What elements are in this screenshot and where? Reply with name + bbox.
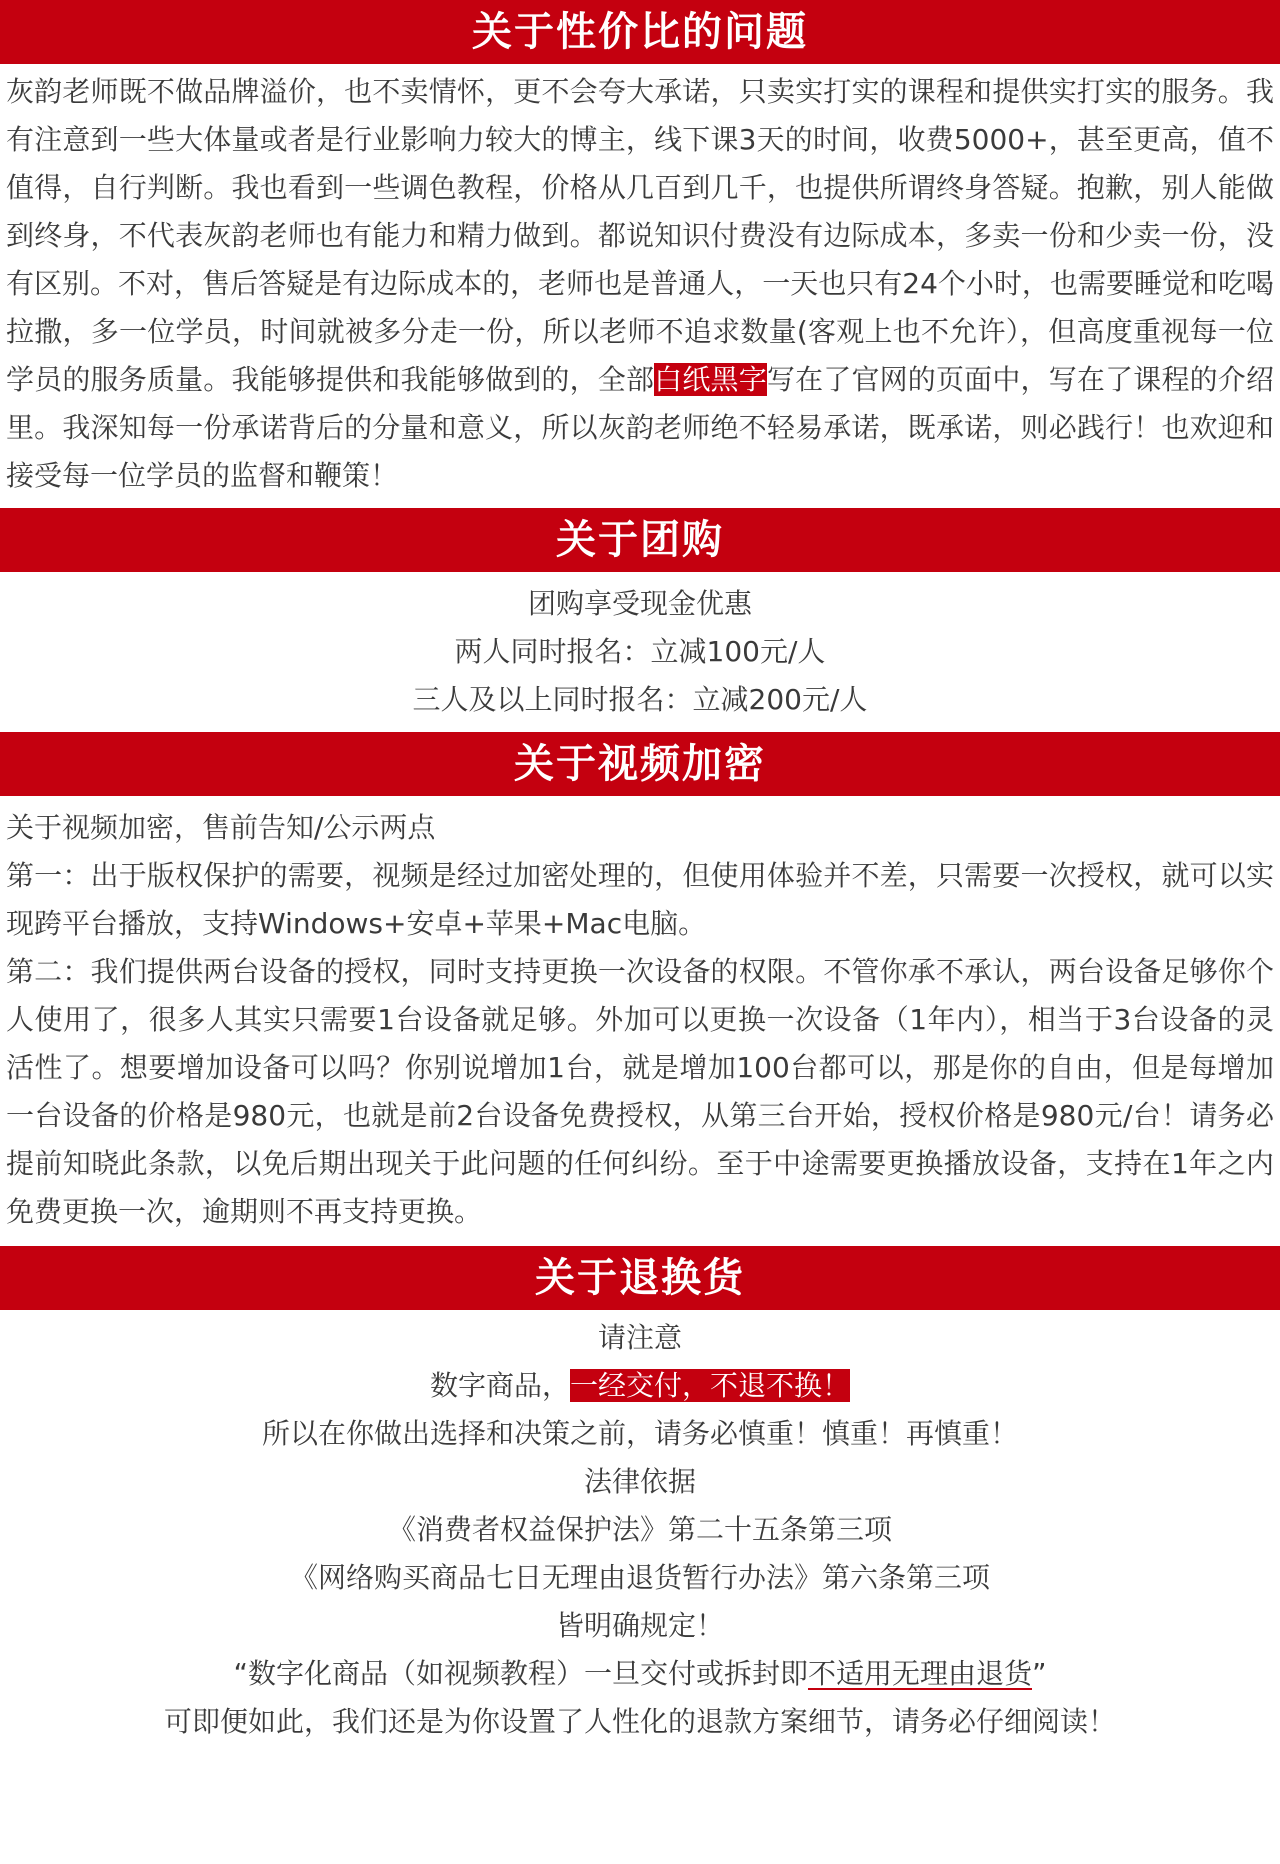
refund-law-1: 《消费者权益保护法》第二十五条第三项 [387,1513,892,1546]
price-text-2: 写在了官网的页面中，写在了课程的介绍里。我深知每一份承诺背后的分量和意义，所以灰韵老师绝不轻易承诺，既承诺，则必践行！也欢迎和接受每一位学员的监督和鞭策！ [6,363,1274,492]
refund-clear: 皆明确规定！ [555,1609,724,1642]
price-highlight: 白纸黑字 [654,363,767,396]
section-title-price: 关于性价比的问题 [0,0,1280,64]
group-content [0,572,1280,732]
refund-law-2: 《网络购买商品七日无理由退货暂行办法》第六条第三项 [289,1561,990,1594]
video-point-2: 第二：我们提供两台设备的授权，同时支持更换一次设备的权限。不管你承不承认，两台设备足够你个人使用了，很多人其实只需要1台设备就足够。外加可以更换一次设备（1年内），相当于3台设备的灵活性了。想要增加设备可以吗？你别说增加1台，就是增加100台都可以，那是你的自由，但是每增加一台设备的价格是980元，也就是前2台设备免费授权，从第三台开始，授权价格是980元/台！请务必提前知晓此条款，以免后期出现关于此问题的任何纠纷。至于中途需要更换播放设备，支持在1年之内免费更换一次，逾期则不再支持更换。 [6,955,1274,1228]
price-text-1: 灰韵老师既不做品牌溢价，也不卖情怀，更不会夸大承诺，只卖实打实的课程和提供实打实的服务。我有注意到一些大体量或者是行业影响力较大的博主，线下课3天的时间，收费5000+，甚至更高，值不值得，自行判断。我也看到一些调色教程，价格从几百到几千，也提供所谓终身答疑。抱歉，别人能做到终身，不代表灰韵老师也有能力和精力做到。都说知识付费没有边际成本，多卖一份和少卖一份，没有区别。不对，售后答疑是有边际成本的，老师也是普通人，一天也只有24个小时，也需要睡觉和吃喝拉撒，多一位学员，时间就被多分走一份，所以老师不追求数量(客观上也不允许），但高度重视每一位学员的服务质量。我能够提供和我能够做到的，全部 [6,75,1274,396]
video-content [0,796,1280,1246]
refund-digital-highlight: 一经交付，不退不换！ [570,1369,851,1402]
refund-digital-line [6,1362,1274,1410]
price-paragraph [0,64,1280,508]
section-title-refund: 关于退换货 [0,1246,1280,1310]
refund-careful: 所以在你做出选择和决策之前，请务必慎重！慎重！再慎重！ [261,1417,1018,1450]
refund-law-basis: 法律依据 [583,1465,696,1498]
video-intro: 关于视频加密，售前告知/公示两点 [6,811,436,844]
group-line: 团购享受现金优惠 [527,587,752,620]
section-title-video: 关于视频加密 [0,732,1280,796]
video-point-1: 第一：出于版权保护的需要，视频是经过加密处理的，但使用体验并不差，只需要一次授权，就可以实现跨平台播放，支持Windows+安卓+苹果+Mac电脑。 [6,859,1274,940]
refund-quote-line [6,1650,1274,1698]
refund-content [0,1310,1280,1746]
section-title-group: 关于团购 [0,508,1280,572]
refund-final: 可即便如此，我们还是为你设置了人性化的退款方案细节，请务必仔细阅读！ [163,1705,1116,1738]
refund-quote-suffix: ” [1032,1657,1047,1690]
group-line: 三人及以上同时报名：立减200元/人 [412,683,868,716]
refund-notice: 请注意 [597,1321,682,1354]
group-line: 两人同时报名：立减100元/人 [454,635,826,668]
refund-digital-prefix: 数字商品， [429,1369,570,1402]
refund-quote-prefix: “数字化商品（如视频教程）一旦交付或拆封即 [233,1657,808,1690]
refund-quote-underlined: 不适用无理由退货 [807,1657,1032,1690]
